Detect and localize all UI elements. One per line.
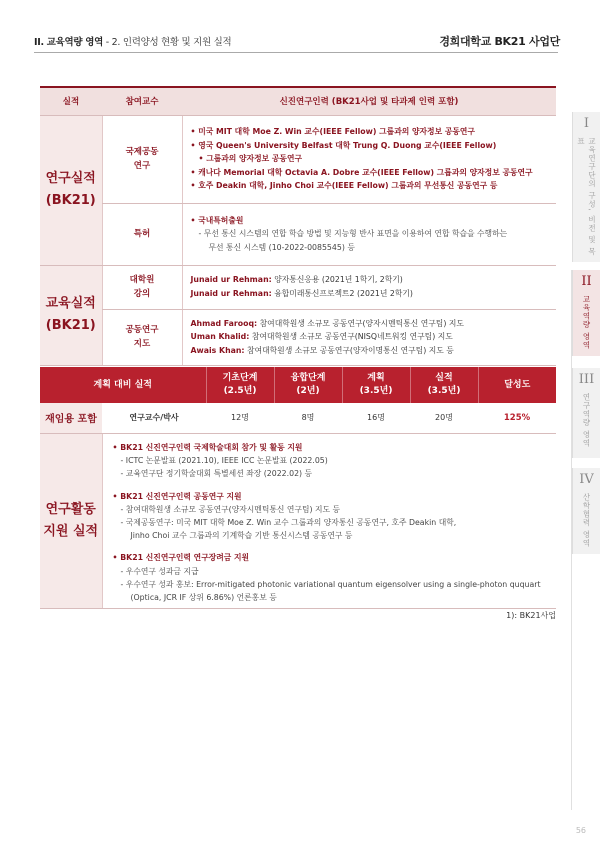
- list-item: • 국내특허출원: [191, 214, 549, 228]
- header-line: 기초단계: [222, 373, 258, 383]
- category-line: 교육실적: [45, 296, 96, 311]
- subsection-name: - 2. 인력양성 현황 및 지원 실적: [103, 37, 232, 48]
- patent-list: [182, 203, 556, 265]
- list-item: [191, 287, 549, 301]
- item-text: 양자통신응용 (2021년 1학기, 2학기): [271, 275, 403, 285]
- table-row: [40, 403, 556, 433]
- header-line: (2.5년): [223, 386, 257, 396]
- header-planned: [342, 367, 410, 403]
- subcategory-intl: [102, 115, 182, 203]
- header-line: 융합단계: [290, 373, 326, 383]
- person-name: Junaid ur Rehman:: [190, 289, 272, 298]
- category-support: [40, 434, 102, 609]
- list-item: • 호주 Deakin 대학, Jinho Choi 교수(IEEE Fellow) 그룹과의 무선통신 공동연구 등: [191, 179, 549, 193]
- section-title: [34, 34, 231, 48]
- list-detail: 무선 통신 시스템 (10-2022-0085545) 등: [208, 242, 355, 252]
- list-item: [191, 317, 549, 331]
- item-text: 참여대학원생 소규모 공동연구(양자시멘틱통신 연구팀) 지도: [257, 318, 464, 328]
- category-line: 연구활동: [45, 502, 96, 518]
- sidetab-label: 산학협력 영역: [582, 493, 591, 548]
- sidetab-4[interactable]: [572, 468, 600, 554]
- table-row: [40, 434, 556, 609]
- list-item: • 캐나다 Memorial 대학 Octavia A. Dobre 교수(IEEE Fellow) 그룹과의 양자정보 공동연구: [191, 166, 549, 180]
- header-line: (3.5년): [427, 386, 461, 396]
- subcategory-line: 공동연구: [125, 325, 159, 335]
- cell-planned: 16명: [342, 403, 410, 433]
- sidetab-1[interactable]: [572, 112, 600, 262]
- header-divider: [34, 52, 558, 53]
- section-name: II. 교육역량 영역: [34, 37, 104, 48]
- category-line: 지원 실적: [43, 524, 99, 540]
- footnote: 1): BK21사업: [506, 611, 556, 620]
- header-line: 계획: [367, 373, 385, 383]
- header-line: (2년): [296, 386, 320, 396]
- list-detail: - ICTC 논문발표 (2021.10), IEEE ICC 논문발표 (2022.05): [120, 456, 328, 466]
- header-rate: 달성도: [478, 367, 556, 403]
- sidetab-label: 연구역량 영역: [582, 393, 591, 448]
- row-sublabel: 연구교수/박사: [102, 403, 206, 433]
- subcategory-patent: 특허: [102, 203, 182, 265]
- row-label: 재임용 포함: [40, 403, 102, 433]
- list-item: • BK21 신진연구인력 공동연구 지원: [113, 490, 547, 503]
- category-line: (BK21): [45, 193, 96, 208]
- list-item: • BK21 신진연구인력 국제학술대회 참가 및 활동 지원: [113, 441, 547, 454]
- list-detail: - 무선 통신 시스템의 연합 학습 방법 및 지능형 반사 표면을 이용하여 연합 학습을 수행하는: [198, 229, 508, 239]
- sidetab-number: I: [583, 116, 590, 131]
- header-new-researchers: 신진연구인력 (BK21사업 및 타과제 인력 포함): [182, 87, 556, 115]
- category-line: (BK21): [45, 318, 96, 333]
- item-text: 참여대학원생 소규모 공동연구(양자이명통신 연구팀) 지도 등: [244, 345, 454, 355]
- list-detail: - 우수연구 성과 홍보: Error-mitigated photonic variational quantum eigensolver using a single-photon ququart: [120, 579, 541, 589]
- list-detail: Jinho Choi 교수 그룹과의 기계학습 기반 통신시스템 공동연구 등: [130, 531, 353, 541]
- header-actual: [410, 367, 478, 403]
- sidetab-label: 교육연구단의 구성, 비전 및 목표: [576, 137, 597, 256]
- subcategory-joint: [102, 309, 182, 365]
- sidetab-number: III: [578, 372, 595, 387]
- joint-list: [182, 309, 556, 365]
- subcategory-line: 대학원: [129, 275, 155, 285]
- sidetab-number: IV: [579, 472, 594, 487]
- subcategory-line: 국제공동: [125, 147, 159, 157]
- list-detail: - 국제공동연구: 미국 MIT 대학 Moe Z. Win 교수 그룹과의 양자통신 공동연구, 호주 Deakin 대학,: [120, 518, 457, 528]
- category-education: [40, 265, 102, 365]
- cell-actual: 20명: [410, 403, 478, 433]
- subcategory-line: 지도: [133, 339, 151, 349]
- support-list: [102, 434, 556, 609]
- subcategory-line: 연구: [133, 161, 151, 171]
- spacer: [113, 542, 547, 548]
- sidetab-3[interactable]: [572, 368, 600, 458]
- list-item: [191, 273, 549, 287]
- item-text: 융합미래통신프로젝트2 (2021년 2학기): [271, 289, 413, 298]
- header-line: 실적: [435, 373, 453, 383]
- header-plan: 계획 대비 실적: [40, 367, 206, 403]
- page-header: [0, 0, 600, 56]
- support-table: [40, 434, 556, 609]
- list-item-text: 그룹과의 양자정보 공동연구: [206, 154, 303, 164]
- person-name: Junaid ur Rehman:: [190, 275, 272, 285]
- plan-vs-actual-table: [40, 367, 556, 434]
- table-row: [40, 265, 556, 309]
- list-item: [191, 330, 549, 344]
- page-number: 56: [575, 826, 586, 835]
- table-header-row: [40, 87, 556, 115]
- achievements-table: [40, 86, 556, 366]
- header-fusion: [274, 367, 342, 403]
- header-line: (3.5년): [359, 386, 393, 396]
- cell-basic: 12명: [206, 403, 274, 433]
- list-item-continued: [191, 152, 549, 166]
- cell-rate: 125%: [478, 403, 556, 433]
- cell-fusion: 8명: [274, 403, 342, 433]
- intl-research-list: [182, 115, 556, 203]
- category-research: [40, 115, 102, 265]
- person-name: Ahmad Farooq:: [190, 318, 258, 328]
- org-name: 경희대학교 BK21 사업단: [439, 35, 560, 48]
- person-name: Uman Khalid:: [190, 332, 250, 342]
- category-line: 연구실적: [45, 171, 96, 186]
- table-row: [40, 309, 556, 365]
- list-detail: - 교육연구단 정기학술대회 특별세션 좌장 (2022.02) 등: [120, 469, 313, 479]
- header-basic: [206, 367, 274, 403]
- table-header-row: [40, 367, 556, 403]
- table-row: [40, 115, 556, 203]
- list-item: • BK21 신진연구인력 연구장려금 지원: [113, 551, 547, 564]
- list-detail: - 참여대학원생 소규모 공동연구(양자시멘틱통신 연구팀) 지도 등: [120, 504, 341, 514]
- list-item: • 미국 MIT 대학 Moe Z. Win 교수(IEEE Fellow) 그룹과의 양자정보 공동연구: [191, 125, 549, 139]
- list-item: • 영국 Queen's University Belfast 대학 Trung Q. Duong 교수(IEEE Fellow): [191, 139, 549, 153]
- header-performance: 실적: [40, 87, 102, 115]
- list-detail: - 우수연구 성과금 지급: [120, 566, 199, 576]
- sidetab-2[interactable]: [572, 270, 600, 356]
- header-faculty: 참여교수: [102, 87, 182, 115]
- item-text: 참여대학원생 소규모 공동연구(NISQ네트워킹 연구팀) 지도: [249, 332, 453, 342]
- spacer: [113, 481, 547, 487]
- list-detail: (Optica, JCR IF 상위 6.86%) 언론홍보 등: [130, 593, 277, 603]
- subcategory-line: 강의: [133, 289, 151, 299]
- lecture-list: [182, 265, 556, 309]
- sidetab-number: II: [581, 274, 592, 289]
- sidetab-label: 교육역량 영역: [582, 295, 591, 350]
- person-name: Awais Khan:: [190, 345, 245, 355]
- list-item: [191, 344, 549, 358]
- subcategory-lecture: [102, 265, 182, 309]
- table-row: [40, 203, 556, 265]
